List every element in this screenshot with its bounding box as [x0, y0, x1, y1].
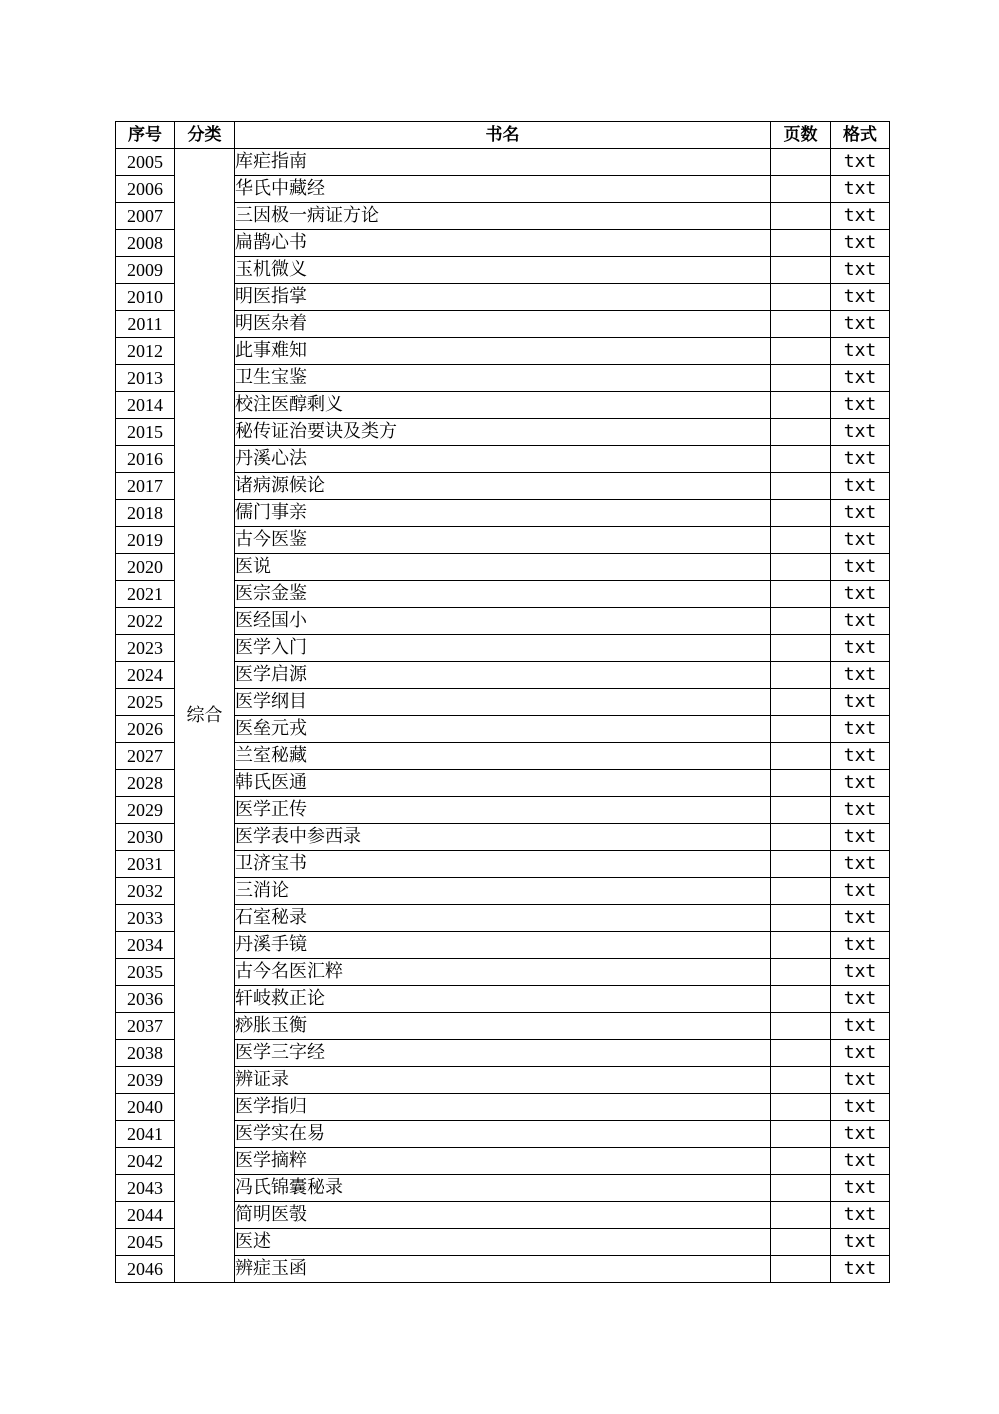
page-count [771, 1013, 831, 1040]
book-title: 医学指归 [235, 1094, 771, 1121]
book-title: 医学入门 [235, 635, 771, 662]
page-count [771, 500, 831, 527]
book-title: 医垒元戎 [235, 716, 771, 743]
row-number: 2040 [116, 1094, 175, 1121]
page-count [771, 797, 831, 824]
page-count [771, 1256, 831, 1283]
page-count [771, 1148, 831, 1175]
file-format: txt [831, 365, 890, 392]
row-number: 2037 [116, 1013, 175, 1040]
page-count [771, 257, 831, 284]
row-number: 2008 [116, 230, 175, 257]
file-format: txt [831, 797, 890, 824]
row-number: 2017 [116, 473, 175, 500]
row-number: 2046 [116, 1256, 175, 1283]
file-format: txt [831, 1202, 890, 1229]
file-format: txt [831, 1229, 890, 1256]
page-count [771, 1121, 831, 1148]
file-format: txt [831, 203, 890, 230]
book-title: 明医杂着 [235, 311, 771, 338]
row-number: 2029 [116, 797, 175, 824]
page-count [771, 230, 831, 257]
book-title: 冯氏锦囊秘录 [235, 1175, 771, 1202]
header-no: 序号 [116, 122, 175, 149]
page-count [771, 284, 831, 311]
row-number: 2023 [116, 635, 175, 662]
row-number: 2010 [116, 284, 175, 311]
file-format: txt [831, 473, 890, 500]
book-title: 轩岐救正论 [235, 986, 771, 1013]
book-title: 辨症玉函 [235, 1256, 771, 1283]
page-count [771, 1202, 831, 1229]
file-format: txt [831, 149, 890, 176]
book-title: 库疟指南 [235, 149, 771, 176]
book-title: 医说 [235, 554, 771, 581]
row-number: 2011 [116, 311, 175, 338]
book-title: 医学启源 [235, 662, 771, 689]
row-number: 2027 [116, 743, 175, 770]
page-count [771, 851, 831, 878]
file-format: txt [831, 1175, 890, 1202]
row-number: 2021 [116, 581, 175, 608]
book-title: 此事难知 [235, 338, 771, 365]
file-format: txt [831, 959, 890, 986]
table-body [116, 149, 890, 1283]
book-title: 辨证录 [235, 1067, 771, 1094]
page-count [771, 1175, 831, 1202]
book-title: 华氏中藏经 [235, 176, 771, 203]
book-title: 三消论 [235, 878, 771, 905]
file-format: txt [831, 824, 890, 851]
book-title: 儒门事亲 [235, 500, 771, 527]
page-count [771, 527, 831, 554]
page-count [771, 959, 831, 986]
book-title: 卫济宝书 [235, 851, 771, 878]
row-number: 2041 [116, 1121, 175, 1148]
row-number: 2013 [116, 365, 175, 392]
category-cell: 综合 [175, 149, 235, 1283]
row-number: 2007 [116, 203, 175, 230]
book-title: 韩氏医通 [235, 770, 771, 797]
row-number: 2014 [116, 392, 175, 419]
file-format: txt [831, 527, 890, 554]
table-row [116, 149, 890, 176]
book-title: 痧胀玉衡 [235, 1013, 771, 1040]
page-count [771, 770, 831, 797]
file-format: txt [831, 230, 890, 257]
book-title: 卫生宝鉴 [235, 365, 771, 392]
book-title: 医宗金鉴 [235, 581, 771, 608]
book-title: 医经国小 [235, 608, 771, 635]
row-number: 2031 [116, 851, 175, 878]
row-number: 2030 [116, 824, 175, 851]
book-title: 古今名医汇粹 [235, 959, 771, 986]
row-number: 2020 [116, 554, 175, 581]
row-number: 2035 [116, 959, 175, 986]
file-format: txt [831, 392, 890, 419]
header-row [116, 122, 890, 149]
file-format: txt [831, 770, 890, 797]
row-number: 2028 [116, 770, 175, 797]
file-format: txt [831, 1040, 890, 1067]
book-title: 医学纲目 [235, 689, 771, 716]
row-number: 2019 [116, 527, 175, 554]
file-format: txt [831, 338, 890, 365]
file-format: txt [831, 581, 890, 608]
row-number: 2032 [116, 878, 175, 905]
book-title: 医学三字经 [235, 1040, 771, 1067]
row-number: 2039 [116, 1067, 175, 1094]
page-count [771, 1229, 831, 1256]
row-number: 2042 [116, 1148, 175, 1175]
file-format: txt [831, 1067, 890, 1094]
file-format: txt [831, 1013, 890, 1040]
file-format: txt [831, 1094, 890, 1121]
file-format: txt [831, 608, 890, 635]
page-count [771, 419, 831, 446]
book-title: 医学正传 [235, 797, 771, 824]
file-format: txt [831, 446, 890, 473]
file-format: txt [831, 1148, 890, 1175]
page-count [771, 1094, 831, 1121]
book-title: 医学摘粹 [235, 1148, 771, 1175]
book-title: 明医指掌 [235, 284, 771, 311]
page-count [771, 581, 831, 608]
book-title: 扁鹊心书 [235, 230, 771, 257]
file-format: txt [831, 932, 890, 959]
row-number: 2034 [116, 932, 175, 959]
file-format: txt [831, 1256, 890, 1283]
row-number: 2045 [116, 1229, 175, 1256]
page-count [771, 662, 831, 689]
page-count [771, 716, 831, 743]
page-count [771, 932, 831, 959]
row-number: 2036 [116, 986, 175, 1013]
page-count [771, 392, 831, 419]
book-title: 石室秘录 [235, 905, 771, 932]
page-count [771, 1067, 831, 1094]
book-title: 校注医醇剩义 [235, 392, 771, 419]
book-title: 三因极一病证方论 [235, 203, 771, 230]
page-count [771, 311, 831, 338]
page-count [771, 149, 831, 176]
row-number: 2044 [116, 1202, 175, 1229]
file-format: txt [831, 662, 890, 689]
header-pages: 页数 [771, 122, 831, 149]
page-count [771, 446, 831, 473]
page-count [771, 1040, 831, 1067]
page-count [771, 878, 831, 905]
file-format: txt [831, 689, 890, 716]
book-title: 丹溪心法 [235, 446, 771, 473]
book-title: 诸病源候论 [235, 473, 771, 500]
table-header [116, 122, 890, 149]
header-format: 格式 [831, 122, 890, 149]
row-number: 2024 [116, 662, 175, 689]
row-number: 2025 [116, 689, 175, 716]
row-number: 2005 [116, 149, 175, 176]
file-format: txt [831, 311, 890, 338]
file-format: txt [831, 851, 890, 878]
row-number: 2043 [116, 1175, 175, 1202]
row-number: 2006 [116, 176, 175, 203]
page-count [771, 365, 831, 392]
file-format: txt [831, 1121, 890, 1148]
row-number: 2018 [116, 500, 175, 527]
page-count [771, 203, 831, 230]
page-count [771, 986, 831, 1013]
row-number: 2038 [116, 1040, 175, 1067]
file-format: txt [831, 743, 890, 770]
file-format: txt [831, 716, 890, 743]
book-title: 医述 [235, 1229, 771, 1256]
row-number: 2016 [116, 446, 175, 473]
file-format: txt [831, 905, 890, 932]
file-format: txt [831, 176, 890, 203]
book-title: 兰室秘藏 [235, 743, 771, 770]
page-count [771, 176, 831, 203]
book-title: 秘传证治要诀及类方 [235, 419, 771, 446]
file-format: txt [831, 500, 890, 527]
page-count [771, 554, 831, 581]
book-catalog-table [115, 121, 890, 1283]
book-title: 简明医彀 [235, 1202, 771, 1229]
book-title: 医学实在易 [235, 1121, 771, 1148]
row-number: 2033 [116, 905, 175, 932]
page-count [771, 338, 831, 365]
row-number: 2015 [116, 419, 175, 446]
file-format: txt [831, 257, 890, 284]
page-count [771, 743, 831, 770]
file-format: txt [831, 986, 890, 1013]
page-count [771, 689, 831, 716]
book-title: 医学表中参西录 [235, 824, 771, 851]
book-title: 丹溪手镜 [235, 932, 771, 959]
file-format: txt [831, 284, 890, 311]
page-count [771, 473, 831, 500]
book-title: 玉机微义 [235, 257, 771, 284]
page-count [771, 608, 831, 635]
page-count [771, 824, 831, 851]
page-count [771, 635, 831, 662]
row-number: 2009 [116, 257, 175, 284]
book-title: 古今医鉴 [235, 527, 771, 554]
file-format: txt [831, 878, 890, 905]
row-number: 2026 [116, 716, 175, 743]
file-format: txt [831, 554, 890, 581]
file-format: txt [831, 635, 890, 662]
header-title: 书名 [235, 122, 771, 149]
row-number: 2022 [116, 608, 175, 635]
page-count [771, 905, 831, 932]
header-category: 分类 [175, 122, 235, 149]
file-format: txt [831, 419, 890, 446]
row-number: 2012 [116, 338, 175, 365]
